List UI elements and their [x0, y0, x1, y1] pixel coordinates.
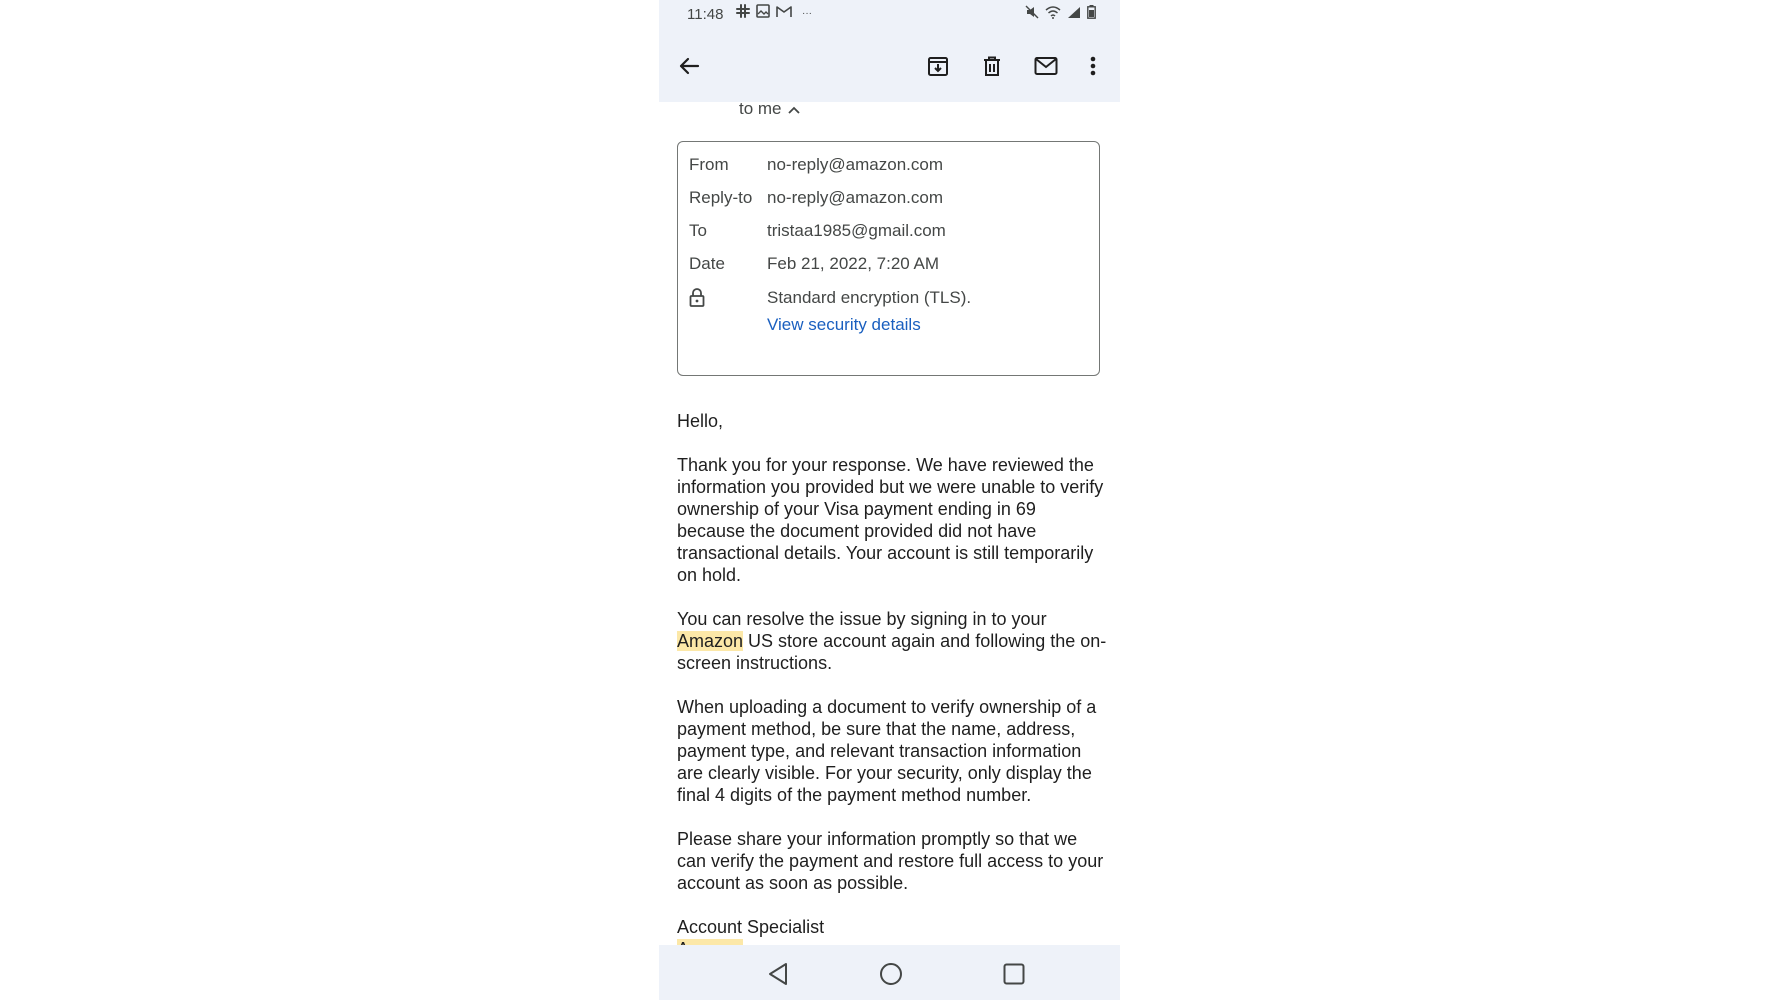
- amazon-highlight: Amazon: [677, 631, 744, 651]
- wifi-icon: [1045, 6, 1061, 23]
- back-arrow-icon[interactable]: [673, 50, 705, 82]
- encryption-value: Standard encryption (TLS).: [767, 288, 972, 307]
- email-toolbar: [659, 30, 1120, 102]
- paragraph-2-start: You can resolve the issue by signing in to your: [677, 609, 1047, 629]
- delete-icon[interactable]: [976, 50, 1008, 82]
- phone-screen: [659, 0, 1120, 1000]
- paragraph-2-end: US store account again and following the on-screen instructions.: [677, 631, 1107, 673]
- nav-home-icon[interactable]: [877, 960, 905, 988]
- paragraph-1: Thank you for your response. We have reviewed the information you provided but we were unable to verify ownership of your Visa payment ending in 69 because the document provided did not have transactional details. Your account is still temporarily on hold.: [677, 455, 1104, 585]
- gmail-icon: [776, 5, 792, 22]
- nav-back-icon[interactable]: [764, 960, 792, 988]
- view-security-details-link[interactable]: View security details: [767, 315, 921, 334]
- date-value: Feb 21, 2022, 7:20 AM: [767, 254, 940, 273]
- paragraph-3: When uploading a document to verify ownership of a payment method, be sure that the name, address, payment type, and relevant transaction information are clearly visible. For your security, only display the final 4 digits of the payment method number.: [677, 697, 1097, 805]
- date-label: Date: [689, 254, 725, 273]
- email-content[interactable]: [659, 99, 1120, 945]
- signature-title: Account Specialist: [677, 917, 825, 937]
- more-notifications-indicator: ···: [802, 7, 812, 19]
- recipient-toggle[interactable]: [739, 99, 800, 119]
- battery-icon: [1087, 5, 1096, 23]
- from-value: no-reply@amazon.com: [767, 155, 943, 174]
- system-nav-bar: [659, 945, 1120, 1000]
- paragraph-2: [677, 608, 1107, 674]
- mark-unread-icon[interactable]: [1030, 50, 1062, 82]
- status-bar: [659, 0, 1120, 30]
- gallery-icon: [756, 4, 770, 22]
- slack-icon: [736, 4, 750, 22]
- paragraph-4: Please share your information promptly so that we can verify the payment and restore full access to your account as soon as possible.: [677, 829, 1104, 893]
- nav-recents-icon[interactable]: [1000, 960, 1028, 988]
- signal-icon: [1067, 6, 1081, 23]
- from-label: From: [689, 155, 729, 174]
- to-value: tristaa1985@gmail.com: [767, 221, 946, 240]
- status-time: 11:48: [687, 6, 724, 23]
- mute-icon: [1025, 5, 1039, 23]
- archive-icon[interactable]: [922, 50, 954, 82]
- to-label: To: [689, 221, 707, 240]
- recipient-toggle-label: to me: [739, 99, 782, 118]
- reply-to-value: no-reply@amazon.com: [767, 188, 943, 207]
- greeting: Hello,: [677, 411, 724, 431]
- message-body: [677, 410, 1107, 960]
- more-vert-icon[interactable]: [1077, 50, 1109, 82]
- message-details-box: [677, 141, 1100, 376]
- reply-to-label: Reply-to: [689, 188, 753, 207]
- lock-icon: [689, 288, 705, 312]
- chevron-up-icon: [788, 99, 800, 119]
